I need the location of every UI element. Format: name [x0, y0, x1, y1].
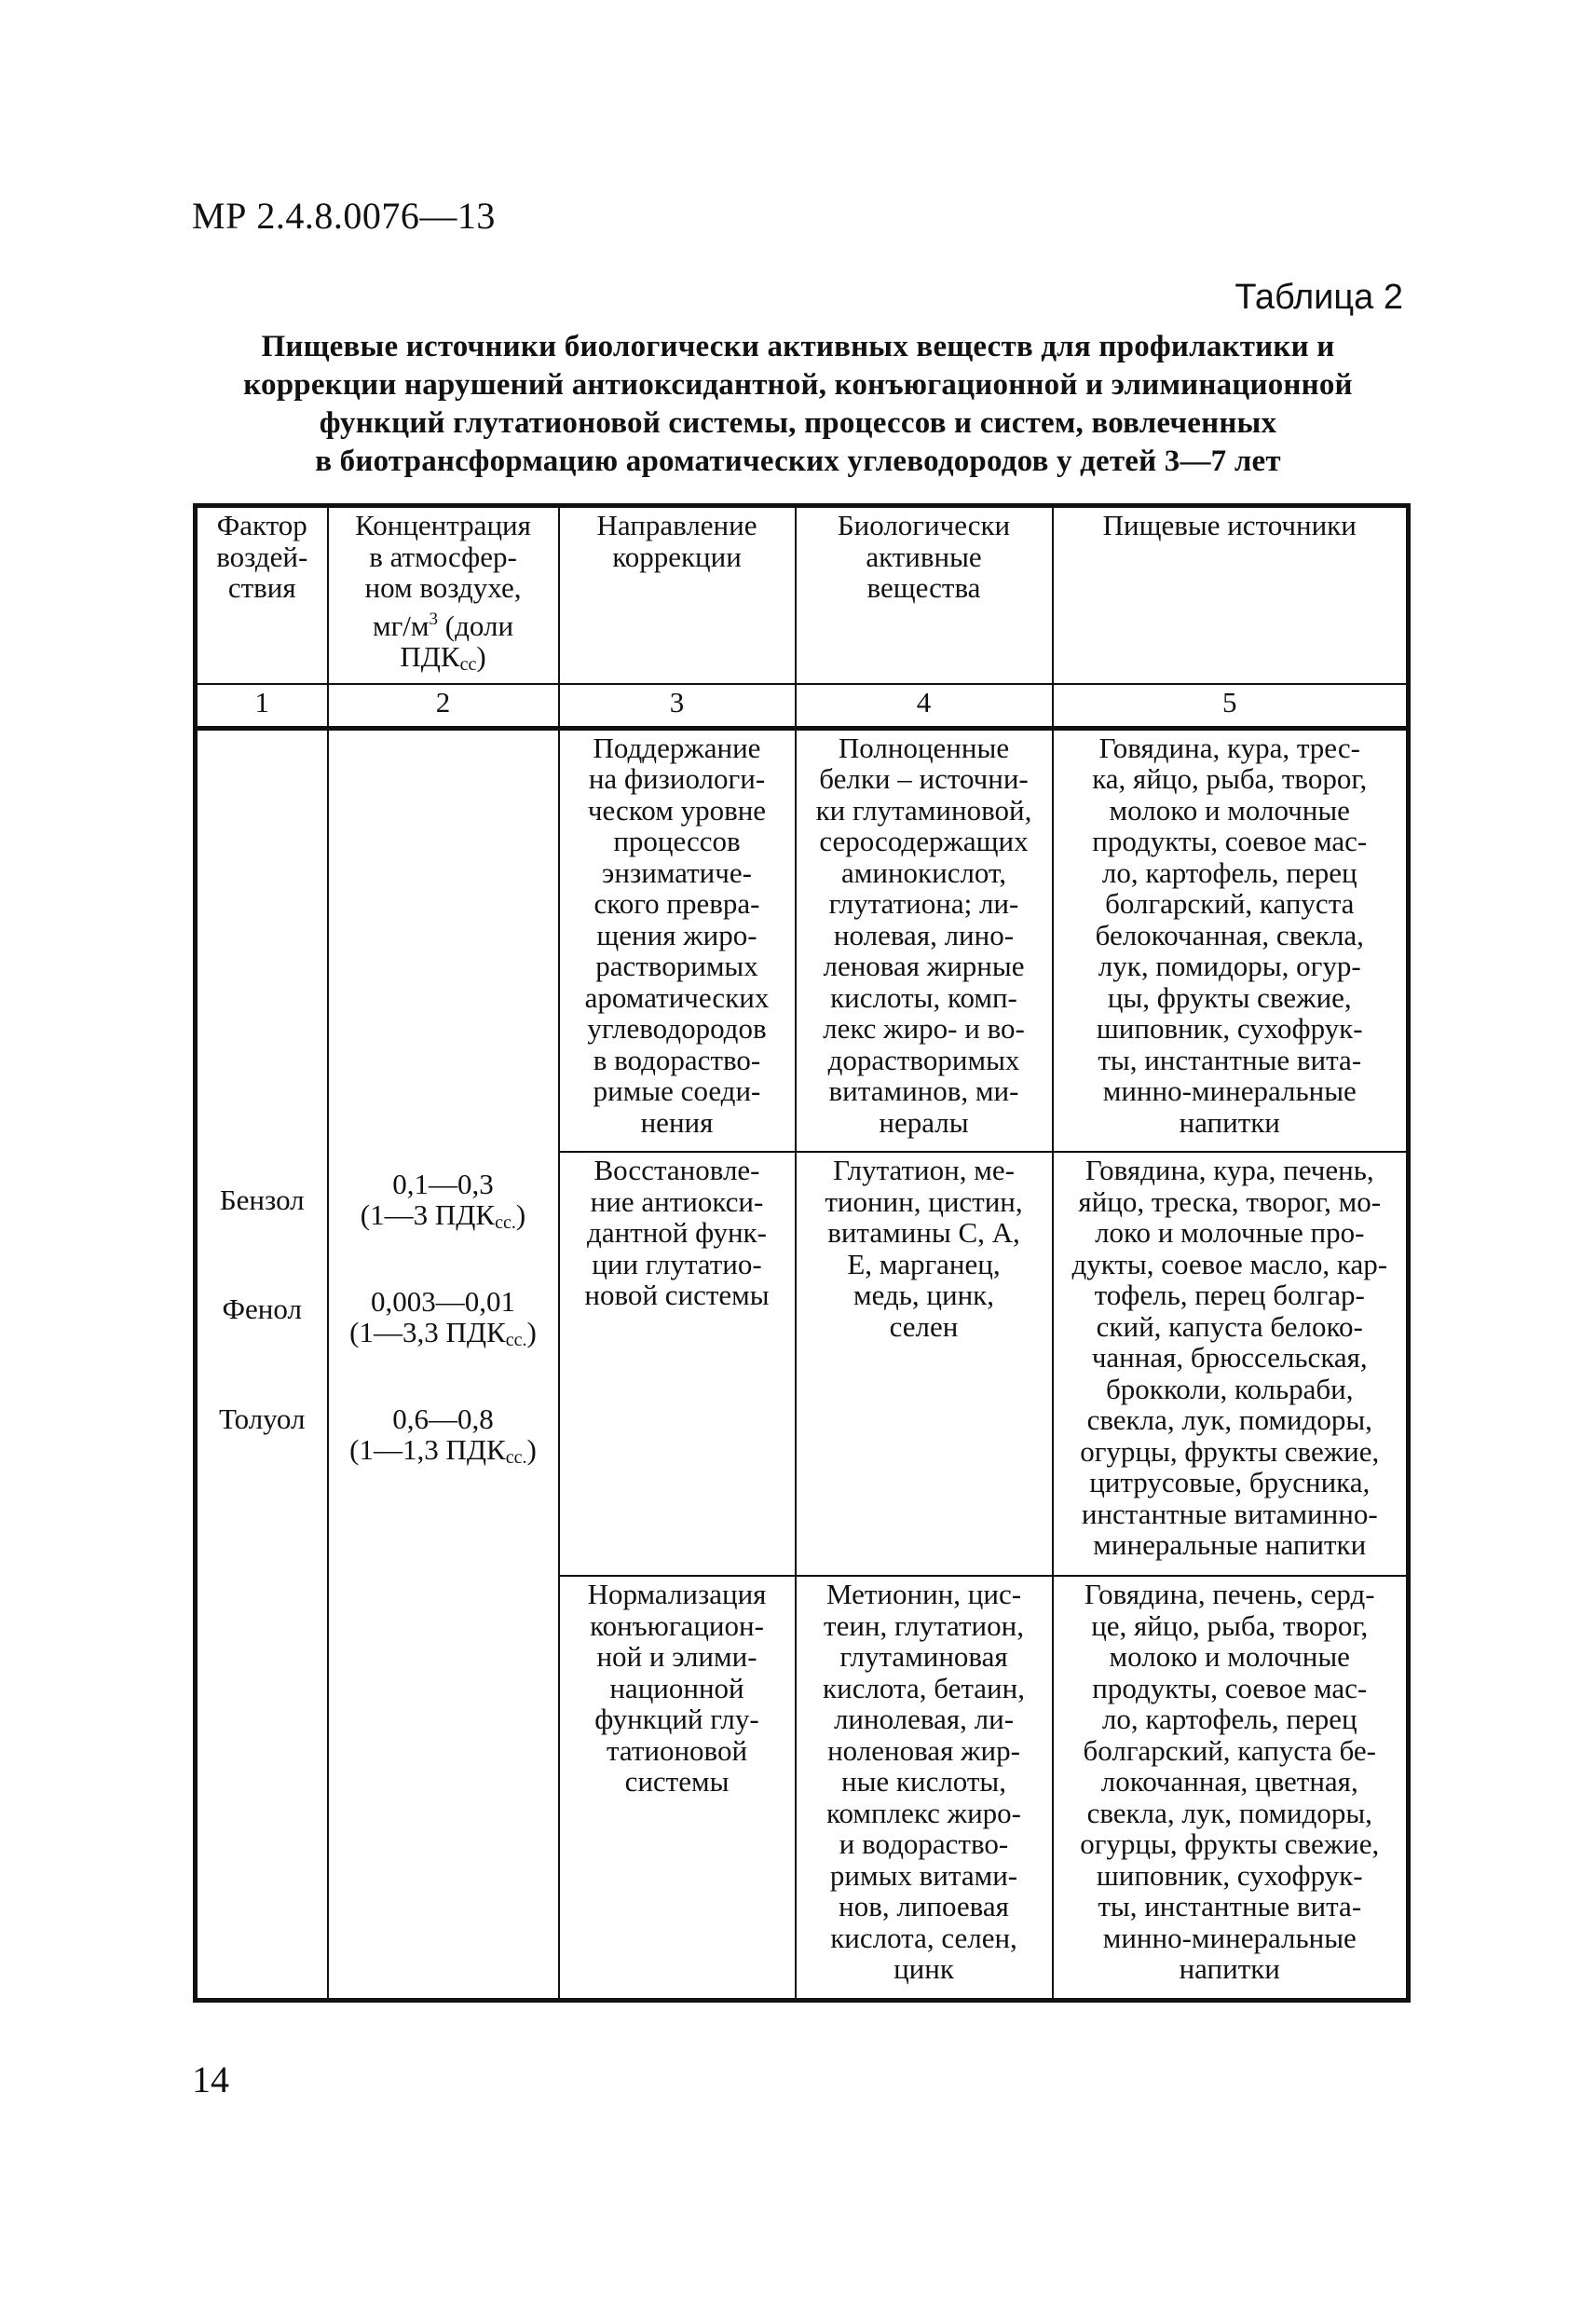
column-number: 4 — [796, 684, 1053, 729]
header-concentration: Концентрация в атмосфер- ном воздухе, $мг/м^3$ (доли $ПДК_{сс}$) — [328, 506, 559, 684]
header-substances: Биологически активные вещества — [796, 506, 1053, 684]
table-title — [186, 328, 1410, 481]
column-number: 3 — [559, 684, 796, 729]
header-direction: Направление коррекции — [559, 506, 796, 684]
factor-benzene: Бензол — [219, 1183, 305, 1216]
sources-cell: Говядина, печень, серд- це, яйцо, рыба, творог, молоко и молочные продукты, соевое мас- ло, картофель, перец болгарский, капуста бе- локочанная, цветная, свекла, лук, помидоры, огурцы, фрукты свежие, шиповник, сухофрук- ты, инстантные вита- минно-минеральные напитки — [1053, 1576, 1409, 2000]
column-number: 2 — [328, 684, 559, 729]
table-row — [196, 728, 1409, 1152]
substances-cell: Полноценные белки – источни- ки глутаминовой, серосодержащих аминокислот, глутатиона; ли- нолевая, лино- леновая жирные кислоты, комп- лекс жиро- и во- дорастворимых витаминов, ми- нералы — [796, 728, 1053, 1152]
sources-table — [193, 503, 1411, 2003]
direction-cell: Поддержание на физиологи- ческом уровне процессов энзиматиче- ского превра- щения жиро- растворимых ароматических углеводородов в водораство- римые соеди- нения — [559, 728, 796, 1152]
factor-toluene: Толуол — [219, 1402, 306, 1435]
direction-cell: Нормализация конъюгацион- ной и элими- национной функций глу- татионовой системы — [559, 1576, 796, 2000]
column-number: 1 — [196, 684, 328, 729]
header-sources: Пищевые источники — [1053, 506, 1409, 684]
page-number: 14 — [192, 2059, 229, 2100]
title-line-4: в биотрансформацию ароматических углеводородов у детей 3—7 лет — [315, 445, 1281, 478]
document-code: МР 2.4.8.0076—13 — [192, 195, 496, 237]
sources-cell: Говядина, кура, трес- ка, яйцо, рыба, творог, молоко и молочные продукты, соевое мас- ло, картофель, перец болгарский, капуста белокочанная, свекла, лук, помидоры, огур- цы, фрукты свежие, шиповник, сухофрук- ты, инстантные вита- минно-минеральные напитки — [1053, 728, 1409, 1152]
header-factor: Фактор воздей- ствия — [196, 506, 328, 684]
factor-phenol: Фенол — [222, 1293, 302, 1325]
title-line-3: функций глутатионовой системы, процессов и систем, вовлеченных — [319, 406, 1277, 440]
concentration-phenol-range: (1—3,3 $ПДК_{сс.}$) — [349, 1316, 537, 1350]
factor-cell — [196, 728, 328, 2000]
column-number: 5 — [1053, 684, 1409, 729]
title-line-2: коррекции нарушений антиоксидантной, конъюгационной и элиминационной — [243, 368, 1353, 402]
header-row — [196, 506, 1409, 684]
sources-cell: Говядина, кура, печень, яйцо, треска, творог, мо- локо и молочные про- дукты, соевое масло, кар- тофель, перец болгар- ский, капуста белоко- чанная, брюссельская, брокколи, кольраби, свекла, лук, помидоры, огурцы, фрукты свежие, цитрусовые, брусника, инстантные витаминно- минеральные напитки — [1053, 1152, 1409, 1576]
substances-cell: Метионин, цис- теин, глутатион, глутаминовая кислота, бетаин, линолевая, ли- ноленовая жир- ные кислоты, комплекс жиро- и водораство- римых витами- нов, липоевая кислота, селен, цинк — [796, 1576, 1053, 2000]
concentration-benzene-value: 0,1—0,3 — [392, 1167, 494, 1200]
concentration-phenol-value: 0,003—0,01 — [371, 1284, 515, 1318]
concentration-benzene-range: (1—3 $ПДК_{сс.}$) — [360, 1198, 526, 1233]
title-line-1: Пищевые источники биологически активных веществ для профилактики и — [261, 330, 1335, 363]
column-number-row — [196, 684, 1409, 729]
table-label: Таблица 2 — [1235, 278, 1403, 317]
concentration-toluene-range: (1—1,3 $ПДК_{сс.}$) — [349, 1433, 537, 1468]
concentration-cell — [328, 728, 559, 2000]
direction-cell: Восстановле- ние антиокси- дантной функ- ции глутатио- новой системы — [559, 1152, 796, 1576]
concentration-toluene-value: 0,6—0,8 — [392, 1402, 494, 1435]
substances-cell: Глутатион, ме- тионин, цистин, витамины С, А, Е, марганец, медь, цинк, селен — [796, 1152, 1053, 1576]
